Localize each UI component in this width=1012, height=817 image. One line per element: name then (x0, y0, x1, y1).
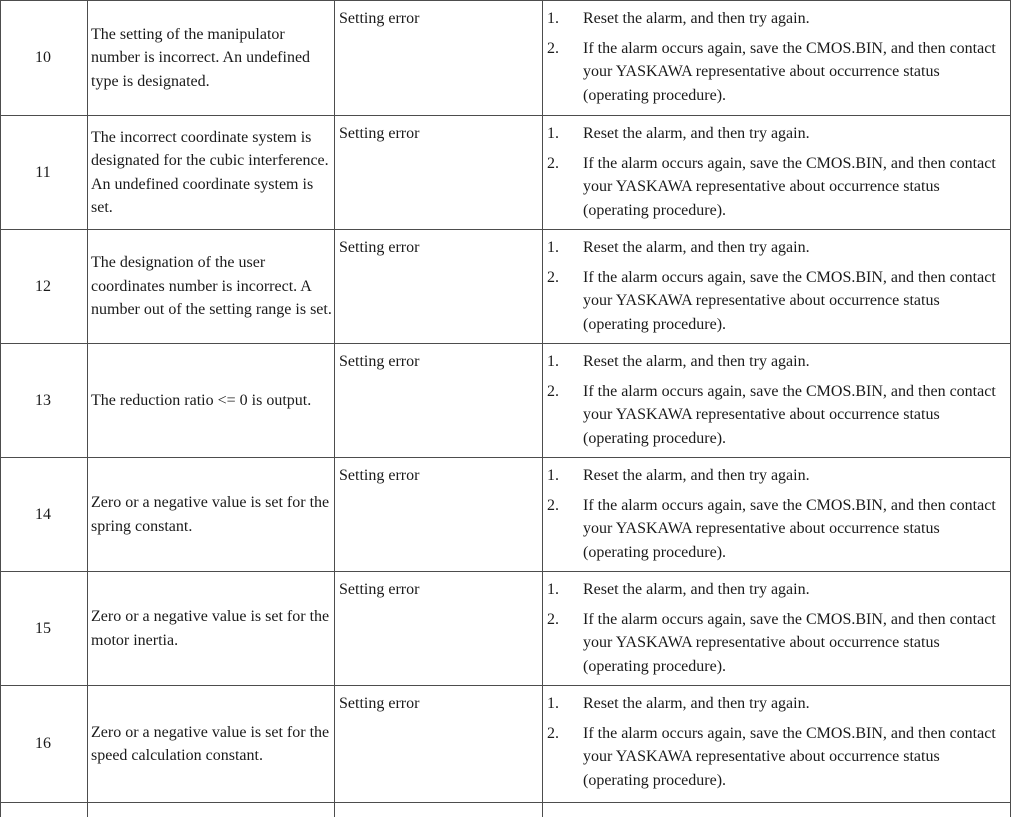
table-row (1, 230, 1011, 344)
empty-cell (543, 803, 1011, 817)
step-number: 1. (547, 578, 559, 602)
remedy-step (543, 152, 1000, 223)
step-number: 1. (547, 236, 559, 260)
sub-code-cell (1, 458, 88, 572)
empty-cell (1, 803, 88, 817)
sub-code: 15 (35, 620, 51, 637)
step-text: If the alarm occurs again, save the CMOS.BIN, and then contact your YASKAWA representative about occurrence status (operating procedure). (583, 611, 996, 675)
table-row (1, 1, 1011, 116)
step-text: Reset the alarm, and then try again. (583, 695, 810, 712)
step-text: If the alarm occurs again, save the CMOS.BIN, and then contact your YASKAWA representative about occurrence status (operating procedure). (583, 40, 996, 104)
step-text: If the alarm occurs again, save the CMOS.BIN, and then contact your YASKAWA representative about occurrence status (operating procedure). (583, 155, 996, 219)
remedy-step (543, 236, 1000, 260)
sub-code-cell (1, 230, 88, 344)
step-text: If the alarm occurs again, save the CMOS.BIN, and then contact your YASKAWA representative about occurrence status (operating procedure). (583, 725, 996, 789)
remedy-step (543, 494, 1000, 565)
table-row (1, 458, 1011, 572)
remedy-cell (543, 686, 1011, 803)
cause-cell: The reduction ratio <= 0 is output. (88, 344, 335, 458)
remedy-step (543, 266, 1000, 337)
empty-cell (88, 803, 335, 817)
error-type-cell: Setting error (335, 230, 543, 344)
step-text: If the alarm occurs again, save the CMOS.BIN, and then contact your YASKAWA representative about occurrence status (operating procedure). (583, 497, 996, 561)
step-number: 2. (547, 152, 559, 176)
step-number: 1. (547, 7, 559, 31)
remedy-step (543, 122, 1000, 146)
step-number: 2. (547, 380, 559, 404)
sub-code-cell (1, 572, 88, 686)
sub-code: 11 (35, 164, 50, 181)
remedy-cell (543, 1, 1011, 116)
step-text: Reset the alarm, and then try again. (583, 239, 810, 256)
step-number: 2. (547, 608, 559, 632)
sub-code-cell (1, 116, 88, 230)
step-number: 2. (547, 37, 559, 61)
cause-cell: Zero or a negative value is set for the motor inertia. (88, 572, 335, 686)
cause-cell: The incorrect coordinate system is designated for the cubic interference. An undefined coordinate system is set. (88, 116, 335, 230)
error-type-cell: Setting error (335, 1, 543, 116)
remedy-cell (543, 458, 1011, 572)
step-number: 1. (547, 122, 559, 146)
step-text: Reset the alarm, and then try again. (583, 581, 810, 598)
cause-cell: Zero or a negative value is set for the spring constant. (88, 458, 335, 572)
sub-code: 16 (35, 735, 51, 752)
sub-code: 14 (35, 506, 51, 523)
remedy-step (543, 7, 1000, 31)
error-type-cell: Setting error (335, 686, 543, 803)
remedy-step (543, 464, 1000, 488)
remedy-step (543, 578, 1000, 602)
cause-cell: Zero or a negative value is set for the speed calculation constant. (88, 686, 335, 803)
sub-code: 13 (35, 392, 51, 409)
step-text: Reset the alarm, and then try again. (583, 10, 810, 27)
cause-cell: The setting of the manipulator number is incorrect. An undefined type is designated. (88, 1, 335, 116)
remedy-step (543, 608, 1000, 679)
step-number: 1. (547, 464, 559, 488)
remedy-step (543, 380, 1000, 451)
step-text: Reset the alarm, and then try again. (583, 125, 810, 142)
step-number: 2. (547, 266, 559, 290)
error-type-cell: Setting error (335, 344, 543, 458)
sub-code: 12 (35, 278, 51, 295)
table-row (1, 344, 1011, 458)
remedy-cell (543, 116, 1011, 230)
remedy-step (543, 722, 1000, 793)
step-number: 2. (547, 722, 559, 746)
step-text: Reset the alarm, and then try again. (583, 353, 810, 370)
error-type-cell: Setting error (335, 572, 543, 686)
remedy-step (543, 37, 1000, 108)
remedy-cell (543, 230, 1011, 344)
remedy-cell (543, 572, 1011, 686)
sub-code-cell (1, 1, 88, 116)
step-number: 2. (547, 494, 559, 518)
sub-code-cell (1, 344, 88, 458)
step-number: 1. (547, 350, 559, 374)
step-text: If the alarm occurs again, save the CMOS.BIN, and then contact your YASKAWA representative about occurrence status (operating procedure). (583, 269, 996, 333)
table-row (1, 686, 1011, 803)
table-row (1, 572, 1011, 686)
table-row (1, 116, 1011, 230)
remedy-step (543, 350, 1000, 374)
step-number: 1. (547, 692, 559, 716)
cause-cell: The designation of the user coordinates number is incorrect. A number out of the setting range is set. (88, 230, 335, 344)
table-row-partial (1, 803, 1011, 817)
remedy-cell (543, 344, 1011, 458)
empty-cell (335, 803, 543, 817)
step-text: Reset the alarm, and then try again. (583, 467, 810, 484)
step-text: If the alarm occurs again, save the CMOS.BIN, and then contact your YASKAWA representative about occurrence status (operating procedure). (583, 383, 996, 447)
error-type-cell: Setting error (335, 116, 543, 230)
sub-code: 10 (35, 49, 51, 66)
error-type-cell: Setting error (335, 458, 543, 572)
sub-code-cell (1, 686, 88, 803)
remedy-step (543, 692, 1000, 716)
